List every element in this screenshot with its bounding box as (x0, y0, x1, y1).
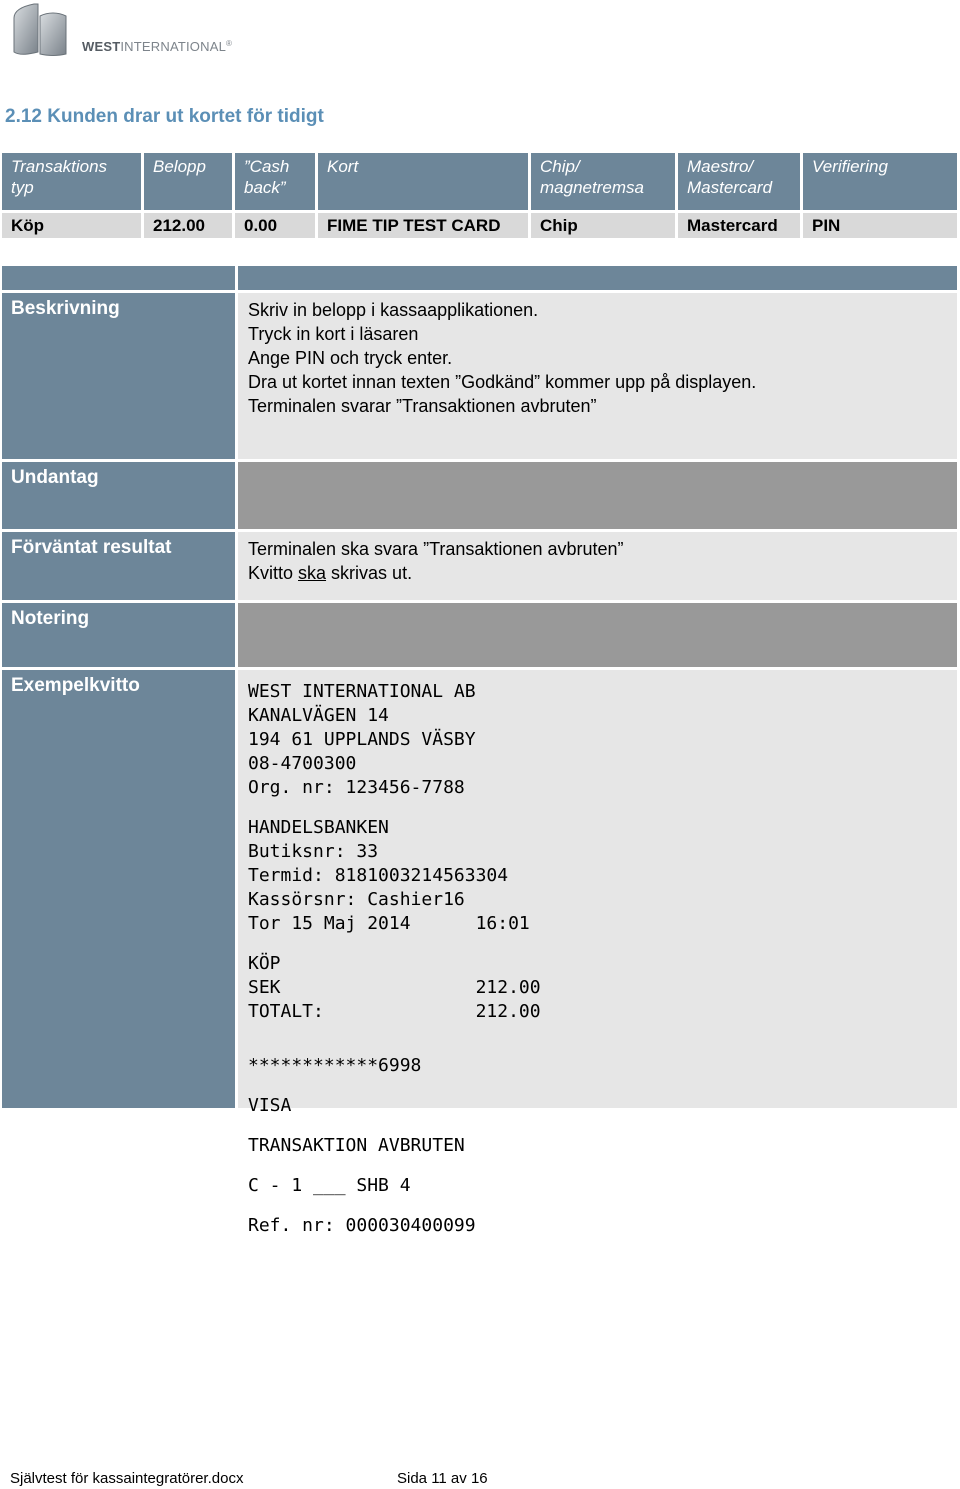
value-cashback: 0.00 (235, 213, 318, 238)
value-notering (238, 603, 957, 667)
detail-table (2, 266, 957, 1236)
beskrivning-line: Skriv in belopp i kassaapplikationen. (248, 300, 539, 320)
beskrivning-line: Dra ut kortet innan texten ”Godkänd” kommer upp på displayen. (248, 372, 757, 392)
receipt-line: TOTALT: 212.00 (248, 1001, 541, 1022)
row-forvantat-resultat (2, 532, 957, 600)
summary-value-row (2, 213, 957, 238)
header-cashback: ”Cash back” (235, 153, 318, 210)
header-kort: Kort (318, 153, 531, 210)
receipt-card-number: ************6998 (248, 1055, 422, 1076)
label-forvantat-resultat: Förväntat resultat (2, 532, 235, 600)
resultat-line: Terminalen ska svara ”Transaktionen avbruten” (248, 539, 624, 559)
value-transaktionstyp: Köp (2, 213, 144, 238)
label-exempelkvitto: Exempelkvitto (2, 670, 235, 1108)
logo-mark-icon (10, 2, 72, 60)
value-undantag (238, 462, 957, 529)
header-belopp: Belopp (144, 153, 235, 210)
label-notering: Notering (2, 603, 235, 667)
value-beskrivning (238, 293, 957, 459)
receipt-line: HANDELSBANKEN (248, 817, 389, 838)
receipt-line: 194 61 UPPLANDS VÄSBY (248, 729, 476, 750)
receipt-line: KÖP (248, 953, 281, 974)
value-verifiering: PIN (803, 213, 957, 238)
receipt-line: 08-4700300 (248, 753, 357, 774)
logo-text: WESTINTERNATIONAL® (82, 39, 233, 54)
header-transaktionstyp: Transaktions typ (2, 153, 144, 210)
receipt-code: C - 1 ___ SHB 4 (248, 1175, 411, 1196)
receipt-line: Termid: 8181003214563304 (248, 865, 509, 886)
detail-top-strip (2, 266, 957, 290)
beskrivning-line: Terminalen svarar ”Transaktionen avbruten” (248, 396, 597, 416)
value-kort: FIME TIP TEST CARD (318, 213, 531, 238)
section-title: 2.12 Kunden drar ut kortet för tidigt (5, 106, 324, 127)
row-beskrivning (2, 293, 957, 459)
label-beskrivning: Beskrivning (2, 293, 235, 459)
value-chip: Chip (531, 213, 678, 238)
row-exempelkvitto (2, 670, 957, 1236)
beskrivning-line: Ange PIN och tryck enter. (248, 348, 453, 368)
receipt-line: WEST INTERNATIONAL AB (248, 681, 476, 702)
receipt-ref: Ref. nr: 000030400099 (248, 1215, 476, 1236)
receipt-line: Butiksnr: 33 (248, 841, 379, 862)
receipt-line: KANALVÄGEN 14 (248, 705, 389, 726)
resultat-line: Kvitto ska skrivas ut. (248, 563, 413, 583)
summary-table (2, 153, 957, 238)
west-international-logo (10, 2, 233, 60)
receipt-line: Kassörsnr: Cashier16 (248, 889, 465, 910)
receipt (238, 670, 957, 1236)
row-undantag (2, 462, 957, 529)
receipt-brand: VISA (248, 1095, 292, 1116)
row-notering (2, 603, 957, 667)
beskrivning-line: Tryck in kort i läsaren (248, 324, 419, 344)
header-verifiering: Verifiering (803, 153, 957, 210)
header-maestro: Maestro/ Mastercard (678, 153, 803, 210)
value-maestro: Mastercard (678, 213, 803, 238)
footer-page-number: Sida 11 av 16 (397, 1470, 488, 1487)
value-forvantat-resultat (238, 532, 957, 600)
footer-filename: Självtest för kassaintegratörer.docx (10, 1470, 244, 1487)
receipt-status: TRANSAKTION AVBRUTEN (248, 1135, 465, 1156)
value-belopp: 212.00 (144, 213, 235, 238)
receipt-line: Org. nr: 123456-7788 (248, 777, 465, 798)
receipt-line: Tor 15 Maj 2014 16:01 (248, 913, 530, 934)
receipt-line: SEK 212.00 (248, 977, 541, 998)
summary-header-row (2, 153, 957, 210)
header-chip: Chip/ magnetremsa (531, 153, 678, 210)
label-undantag: Undantag (2, 462, 235, 529)
